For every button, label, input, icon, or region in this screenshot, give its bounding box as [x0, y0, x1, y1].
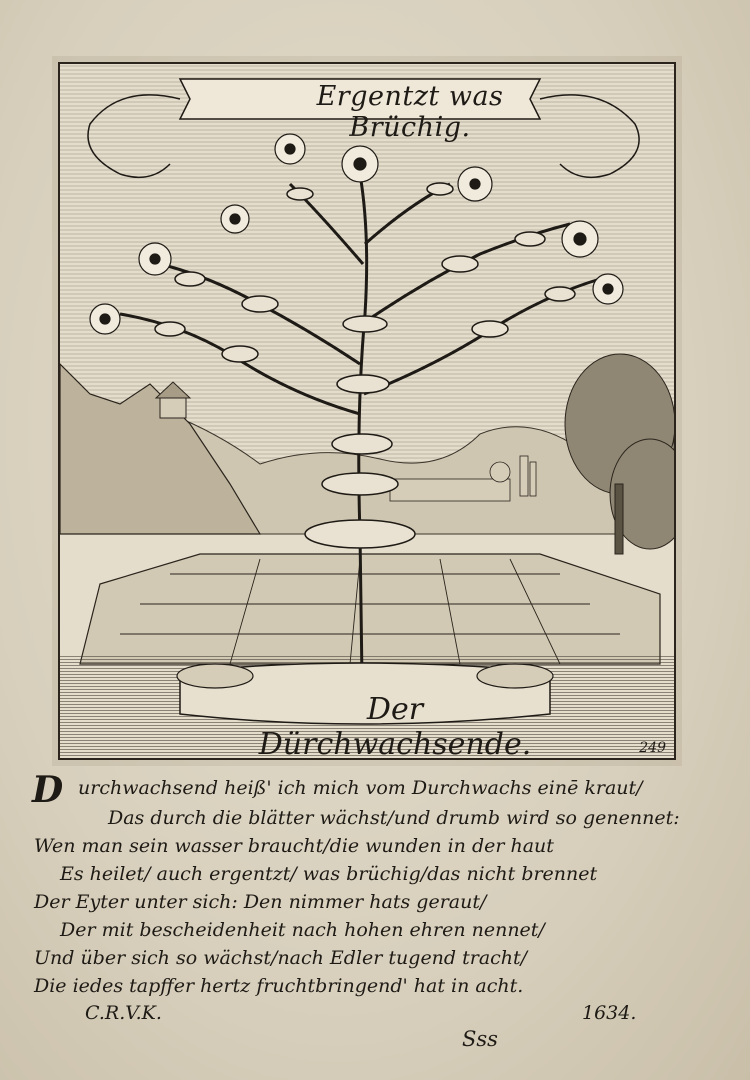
sheet-signature-mark: Sss: [462, 1027, 498, 1051]
verse-line-4: Es heilet/ auch ergentzt/ was brüchig/das nicht brennet: [60, 863, 598, 885]
verse-line-3: Wen man sein wasser braucht/die wunden in der haut: [34, 835, 554, 857]
publication-year: 1634.: [582, 1002, 637, 1024]
plate-number: 249: [639, 740, 666, 756]
verse-line-1: urchwachsend heiß' ich mich vom Durchwachs einē kraut/: [78, 777, 643, 799]
plate-motto-bottom: Der Dürchwachsende.: [258, 692, 532, 762]
verse-line-5: Der Eyter unter sich: Den nimmer hats geraut/: [34, 891, 487, 913]
verse-line-7: Und über sich so wächst/nach Edler tugend tracht/: [34, 947, 528, 969]
engraving-illustration: [60, 64, 674, 758]
verse-line-2: Das durch die blätter wächst/und drumb wird so genennet:: [108, 807, 680, 829]
verse-line-6: Der mit bescheidenheit nach hohen ehren nennet/: [60, 919, 545, 941]
verse-initial: D: [32, 769, 64, 811]
verse-line-8: Die iedes tapffer hertz fruchtbringend' hat in acht.: [34, 975, 524, 997]
plate-motto-top: Ergentzt was Brüchig.: [316, 81, 504, 143]
engraving-plate: [58, 62, 676, 760]
author-signature: C.R.V.K.: [85, 1002, 162, 1024]
